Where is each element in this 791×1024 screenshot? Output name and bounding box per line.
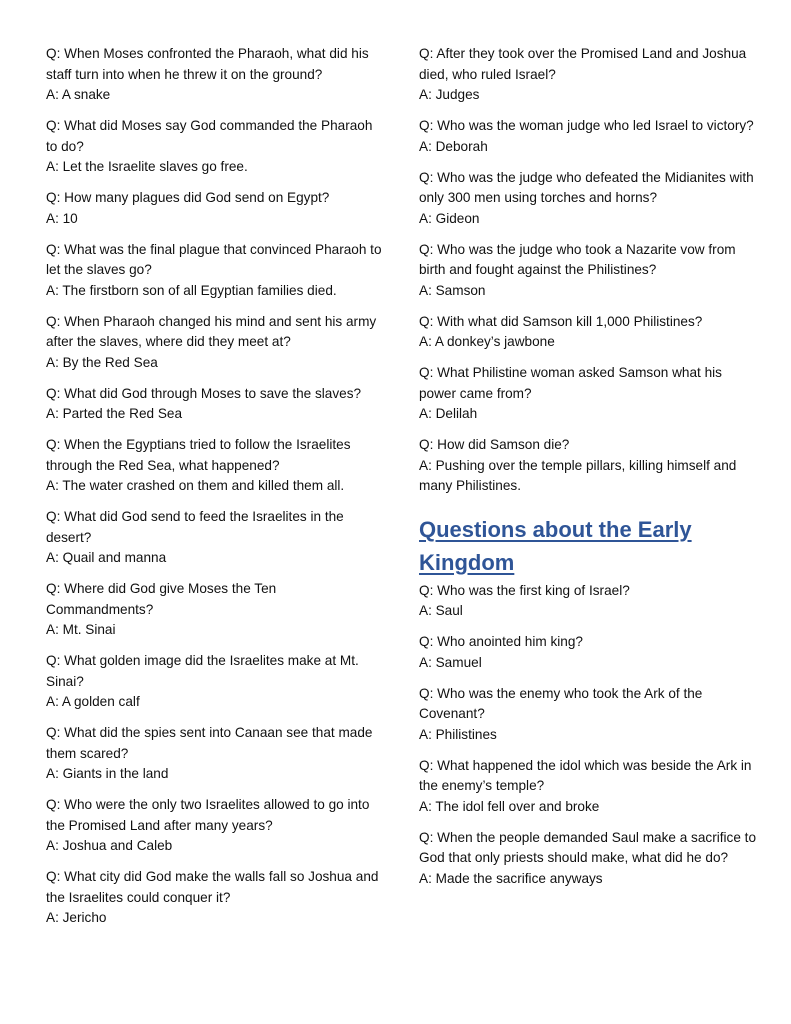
question-text: Q: What happened the idol which was beside the Ark in the enemy’s temple? bbox=[419, 757, 752, 793]
question-text: Q: Who anointed him king? bbox=[419, 634, 583, 649]
question-text: Q: Who was the first king of Israel? bbox=[419, 582, 630, 598]
answer-text: A: Saul bbox=[419, 603, 463, 618]
answer-text: A: A golden calf bbox=[46, 694, 140, 709]
qa-item bbox=[419, 44, 759, 106]
qa-item bbox=[419, 240, 759, 302]
answer-text: A: Gideon bbox=[419, 210, 480, 226]
answer-text: A: Philistines bbox=[419, 726, 497, 742]
qa-item bbox=[46, 435, 386, 497]
answer-text: A: Pushing over the temple pillars, killing himself and many Philistines. bbox=[419, 457, 737, 493]
question-text: Q: When the Egyptians tried to follow the Israelites through the Red Sea, what happened? bbox=[46, 437, 351, 473]
qa-item bbox=[46, 44, 386, 106]
answer-text: A: Mt. Sinai bbox=[46, 622, 116, 637]
question-text: Q: What did God send to feed the Israelites in the desert? bbox=[46, 509, 344, 545]
answer-text: A: Made the sacrifice anyways bbox=[419, 870, 603, 886]
early-kingdom-questions bbox=[419, 581, 759, 890]
qa-item bbox=[46, 651, 386, 713]
question-text: Q: Who were the only two Israelites allowed to go into the Promised Land after many years? bbox=[46, 797, 370, 833]
answer-text: A: Joshua and Caleb bbox=[46, 838, 173, 853]
qa-item bbox=[419, 168, 759, 230]
answer-text: A: Giants in the land bbox=[46, 766, 169, 781]
answer-text: A: Samson bbox=[419, 282, 486, 298]
answer-text: A: The firstborn son of all Egyptian families died. bbox=[46, 282, 337, 298]
answer-text: A: Let the Israelite slaves go free. bbox=[46, 159, 248, 174]
qa-item bbox=[419, 828, 759, 890]
question-text: Q: How did Samson die? bbox=[419, 437, 570, 452]
qa-item bbox=[46, 507, 386, 569]
qa-item bbox=[46, 188, 386, 229]
answer-text: A: A snake bbox=[46, 87, 111, 102]
answer-text: A: 10 bbox=[46, 210, 78, 226]
qa-item bbox=[46, 723, 386, 785]
answer-text: A: Delilah bbox=[419, 406, 478, 421]
qa-item bbox=[46, 384, 386, 425]
answer-text: A: Samuel bbox=[419, 654, 482, 670]
answer-text: A: Jericho bbox=[46, 910, 107, 925]
qa-item bbox=[46, 867, 386, 929]
qa-item bbox=[419, 684, 759, 746]
qa-item bbox=[46, 795, 386, 857]
answer-text: A: By the Red Sea bbox=[46, 354, 158, 370]
question-text: Q: When Pharaoh changed his mind and sent his army after the slaves, where did they meet at? bbox=[46, 313, 377, 349]
question-text: Q: Who was the woman judge who led Israel to victory? bbox=[419, 118, 754, 133]
question-text: Q: What did the spies sent into Canaan see that made them scared? bbox=[46, 725, 373, 761]
right-column bbox=[419, 44, 759, 900]
qa-item bbox=[419, 363, 759, 425]
answer-text: A: The idol fell over and broke bbox=[419, 798, 600, 814]
answer-text: A: The water crashed on them and killed them all. bbox=[46, 478, 345, 493]
judges-questions bbox=[419, 44, 759, 497]
question-text: Q: Who was the enemy who took the Ark of the Covenant? bbox=[419, 685, 703, 721]
question-text: Q: Who was the judge who took a Nazarite vow from birth and fought against the Philistines? bbox=[419, 241, 736, 277]
question-text: Q: What Philistine woman asked Samson what his power came from? bbox=[419, 365, 722, 401]
qa-item bbox=[46, 116, 386, 178]
answer-text: A: Deborah bbox=[419, 138, 488, 154]
question-text: Q: What did God through Moses to save the slaves? bbox=[46, 385, 362, 401]
section-heading: Questions about the Early Kingdom bbox=[419, 516, 692, 575]
question-text: Q: Where did God give Moses the Ten Commandments? bbox=[46, 581, 277, 617]
question-text: Q: What golden image did the Israelites make at Mt. Sinai? bbox=[46, 653, 359, 689]
question-text: Q: How many plagues did God send on Egypt? bbox=[46, 190, 330, 205]
question-text: Q: Who was the judge who defeated the Midianites with only 300 men using torches and horns? bbox=[419, 169, 754, 205]
question-text: Q: With what did Samson kill 1,000 Philistines? bbox=[419, 313, 703, 329]
question-text: Q: What did Moses say God commanded the Pharaoh to do? bbox=[46, 118, 373, 154]
qa-item bbox=[419, 581, 759, 622]
qa-item bbox=[46, 579, 386, 641]
qa-item bbox=[46, 312, 386, 374]
answer-text: A: Quail and manna bbox=[46, 550, 167, 565]
answer-text: A: A donkey’s jawbone bbox=[419, 334, 555, 349]
question-text: Q: What was the final plague that convinced Pharaoh to let the slaves go? bbox=[46, 241, 382, 277]
question-text: Q: What city did God make the walls fall so Joshua and the Israelites could conquer it? bbox=[46, 869, 379, 905]
question-text: Q: When Moses confronted the Pharaoh, what did his staff turn into when he threw it on the ground? bbox=[46, 46, 369, 82]
left-column bbox=[46, 44, 386, 939]
qa-item bbox=[419, 116, 759, 157]
question-text: Q: When the people demanded Saul make a sacrifice to God that only priests should make, what did he do? bbox=[419, 829, 757, 865]
qa-item bbox=[419, 756, 759, 818]
qa-item bbox=[419, 312, 759, 353]
question-text: Q: After they took over the Promised Land and Joshua died, who ruled Israel? bbox=[419, 46, 747, 82]
qa-item bbox=[46, 240, 386, 302]
answer-text: A: Parted the Red Sea bbox=[46, 406, 183, 421]
answer-text: A: Judges bbox=[419, 87, 480, 102]
qa-item bbox=[419, 435, 759, 497]
qa-item bbox=[419, 632, 759, 673]
